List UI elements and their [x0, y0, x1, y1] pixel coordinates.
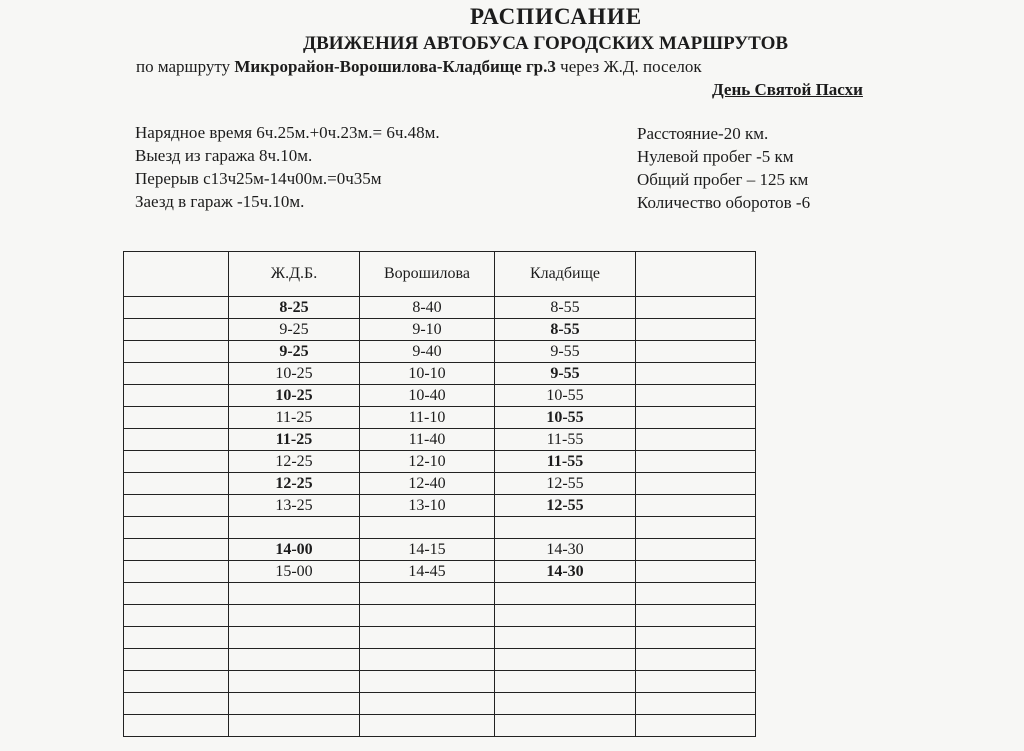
- table-cell: [636, 473, 756, 495]
- table-cell: [360, 693, 495, 715]
- table-cell: [495, 627, 636, 649]
- document-subtitle: ДВИЖЕНИЯ АВТОБУСА ГОРОДСКИХ МАРШРУТОВ: [303, 33, 789, 54]
- table-cell: [124, 627, 229, 649]
- table-cell: 14-15: [360, 539, 495, 561]
- table-row: [124, 517, 756, 539]
- table-cell: [229, 517, 360, 539]
- table-cell: 12-55: [495, 495, 636, 517]
- table-cell: 8-55: [495, 319, 636, 341]
- table-cell: [229, 583, 360, 605]
- table-cell: 10-55: [495, 385, 636, 407]
- table-cell: [124, 407, 229, 429]
- table-cell: [124, 363, 229, 385]
- table-row: [124, 671, 756, 693]
- table-cell: [360, 649, 495, 671]
- table-cell: 11-55: [495, 451, 636, 473]
- table-cell: [124, 451, 229, 473]
- info-line: Расстояние-20 км.: [637, 124, 769, 143]
- table-cell: 14-00: [229, 539, 360, 561]
- table-cell: [636, 693, 756, 715]
- table-cell: 11-10: [360, 407, 495, 429]
- table-cell: 12-55: [495, 473, 636, 495]
- table-row: [124, 407, 756, 429]
- table-cell: 15-00: [229, 561, 360, 583]
- table-cell: 10-25: [229, 363, 360, 385]
- table-cell: [636, 583, 756, 605]
- table-row: [124, 297, 756, 319]
- table-row: [124, 715, 756, 737]
- table-cell: [636, 407, 756, 429]
- header-cell-voroshilova: Ворошилова: [360, 252, 495, 297]
- day-label: День Святой Пасхи: [712, 80, 863, 99]
- info-line: Общий пробег – 125 км: [637, 170, 809, 189]
- table-cell: [124, 649, 229, 671]
- info-line: Нулевой пробег -5 км: [637, 147, 794, 166]
- table-row: [124, 429, 756, 451]
- table-cell: [636, 451, 756, 473]
- schedule-table: [123, 251, 756, 737]
- table-cell: [229, 693, 360, 715]
- table-cell: [636, 605, 756, 627]
- table-cell: [495, 583, 636, 605]
- table-cell: [124, 341, 229, 363]
- info-right-block: [637, 122, 810, 214]
- table-cell: 9-10: [360, 319, 495, 341]
- table-cell: [495, 715, 636, 737]
- table-cell: [124, 605, 229, 627]
- table-row: [124, 451, 756, 473]
- table-cell: 14-45: [360, 561, 495, 583]
- info-left-block: [135, 121, 440, 213]
- route-prefix: по маршруту: [136, 57, 235, 76]
- table-row: [124, 341, 756, 363]
- table-row: [124, 627, 756, 649]
- table-cell: [229, 671, 360, 693]
- table-cell: [124, 319, 229, 341]
- table-cell: 9-55: [495, 341, 636, 363]
- table-cell: 8-25: [229, 297, 360, 319]
- table-cell: [636, 385, 756, 407]
- info-line: Перерыв с13ч25м-14ч00м.=0ч35м: [135, 169, 382, 188]
- table-cell: [636, 363, 756, 385]
- route-line: [136, 57, 702, 77]
- table-cell: 13-25: [229, 495, 360, 517]
- table-cell: [495, 671, 636, 693]
- table-cell: [229, 605, 360, 627]
- table-cell: 9-40: [360, 341, 495, 363]
- table-cell: [124, 539, 229, 561]
- table-cell: [636, 297, 756, 319]
- table-cell: 9-25: [229, 319, 360, 341]
- table-cell: [495, 649, 636, 671]
- table-cell: [495, 517, 636, 539]
- table-cell: 10-25: [229, 385, 360, 407]
- table-row: [124, 539, 756, 561]
- table-cell: [124, 561, 229, 583]
- table-cell: [495, 605, 636, 627]
- table-row: [124, 605, 756, 627]
- table-cell: [124, 715, 229, 737]
- header-cell-zhdb: Ж.Д.Б.: [229, 252, 360, 297]
- table-cell: 14-30: [495, 539, 636, 561]
- table-cell: 13-10: [360, 495, 495, 517]
- table-cell: 11-55: [495, 429, 636, 451]
- table-cell: 11-25: [229, 429, 360, 451]
- info-line: Количество оборотов -6: [637, 193, 811, 212]
- table-cell: [495, 693, 636, 715]
- table-cell: 14-30: [495, 561, 636, 583]
- table-cell: [360, 627, 495, 649]
- table-row: [124, 583, 756, 605]
- table-cell: [636, 495, 756, 517]
- table-cell: [124, 385, 229, 407]
- table-cell: [124, 473, 229, 495]
- table-cell: [360, 715, 495, 737]
- table-row: [124, 561, 756, 583]
- table-cell: 10-55: [495, 407, 636, 429]
- table-cell: [124, 429, 229, 451]
- table-row: [124, 473, 756, 495]
- table-cell: 12-40: [360, 473, 495, 495]
- table-cell: [636, 715, 756, 737]
- info-line: Нарядное время 6ч.25м.+0ч.23м.= 6ч.48м.: [135, 123, 440, 142]
- table-cell: 11-40: [360, 429, 495, 451]
- table-cell: 8-55: [495, 297, 636, 319]
- table-cell: [636, 429, 756, 451]
- table-cell: [636, 319, 756, 341]
- route-suffix: через Ж.Д. поселок: [555, 57, 702, 76]
- table-row: [124, 363, 756, 385]
- table-cell: [229, 715, 360, 737]
- table-cell: [124, 693, 229, 715]
- table-row: [124, 385, 756, 407]
- table-cell: [360, 605, 495, 627]
- table-cell: 12-10: [360, 451, 495, 473]
- route-name: Микрорайон-Ворошилова-Кладбище гр.3: [234, 57, 556, 76]
- document-title: РАСПИСАНИЕ: [470, 4, 643, 29]
- header-cell: [124, 252, 229, 297]
- table-cell: [360, 517, 495, 539]
- table-row: [124, 693, 756, 715]
- table-cell: 10-10: [360, 363, 495, 385]
- table-cell: [124, 495, 229, 517]
- table-header-row: [124, 252, 756, 297]
- table-cell: 9-25: [229, 341, 360, 363]
- table-cell: [360, 583, 495, 605]
- table-row: [124, 649, 756, 671]
- table-cell: [636, 649, 756, 671]
- table-cell: 9-55: [495, 363, 636, 385]
- table-cell: [124, 297, 229, 319]
- table-cell: [636, 539, 756, 561]
- table-cell: 10-40: [360, 385, 495, 407]
- table-cell: 12-25: [229, 473, 360, 495]
- table-cell: [229, 627, 360, 649]
- info-line: Заезд в гараж -15ч.10м.: [135, 192, 305, 211]
- table-cell: [636, 517, 756, 539]
- header-cell: [636, 252, 756, 297]
- table-cell: [360, 671, 495, 693]
- table-cell: [636, 627, 756, 649]
- table-cell: [636, 671, 756, 693]
- table-cell: [124, 517, 229, 539]
- table-row: [124, 495, 756, 517]
- table-cell: [124, 583, 229, 605]
- table-cell: 8-40: [360, 297, 495, 319]
- table-row: [124, 319, 756, 341]
- table-cell: 12-25: [229, 451, 360, 473]
- table-cell: 11-25: [229, 407, 360, 429]
- header-cell-kladbishche: Кладбище: [495, 252, 636, 297]
- table-cell: [636, 341, 756, 363]
- table-cell: [229, 649, 360, 671]
- table-cell: [636, 561, 756, 583]
- info-line: Выезд из гаража 8ч.10м.: [135, 146, 313, 165]
- table-cell: [124, 671, 229, 693]
